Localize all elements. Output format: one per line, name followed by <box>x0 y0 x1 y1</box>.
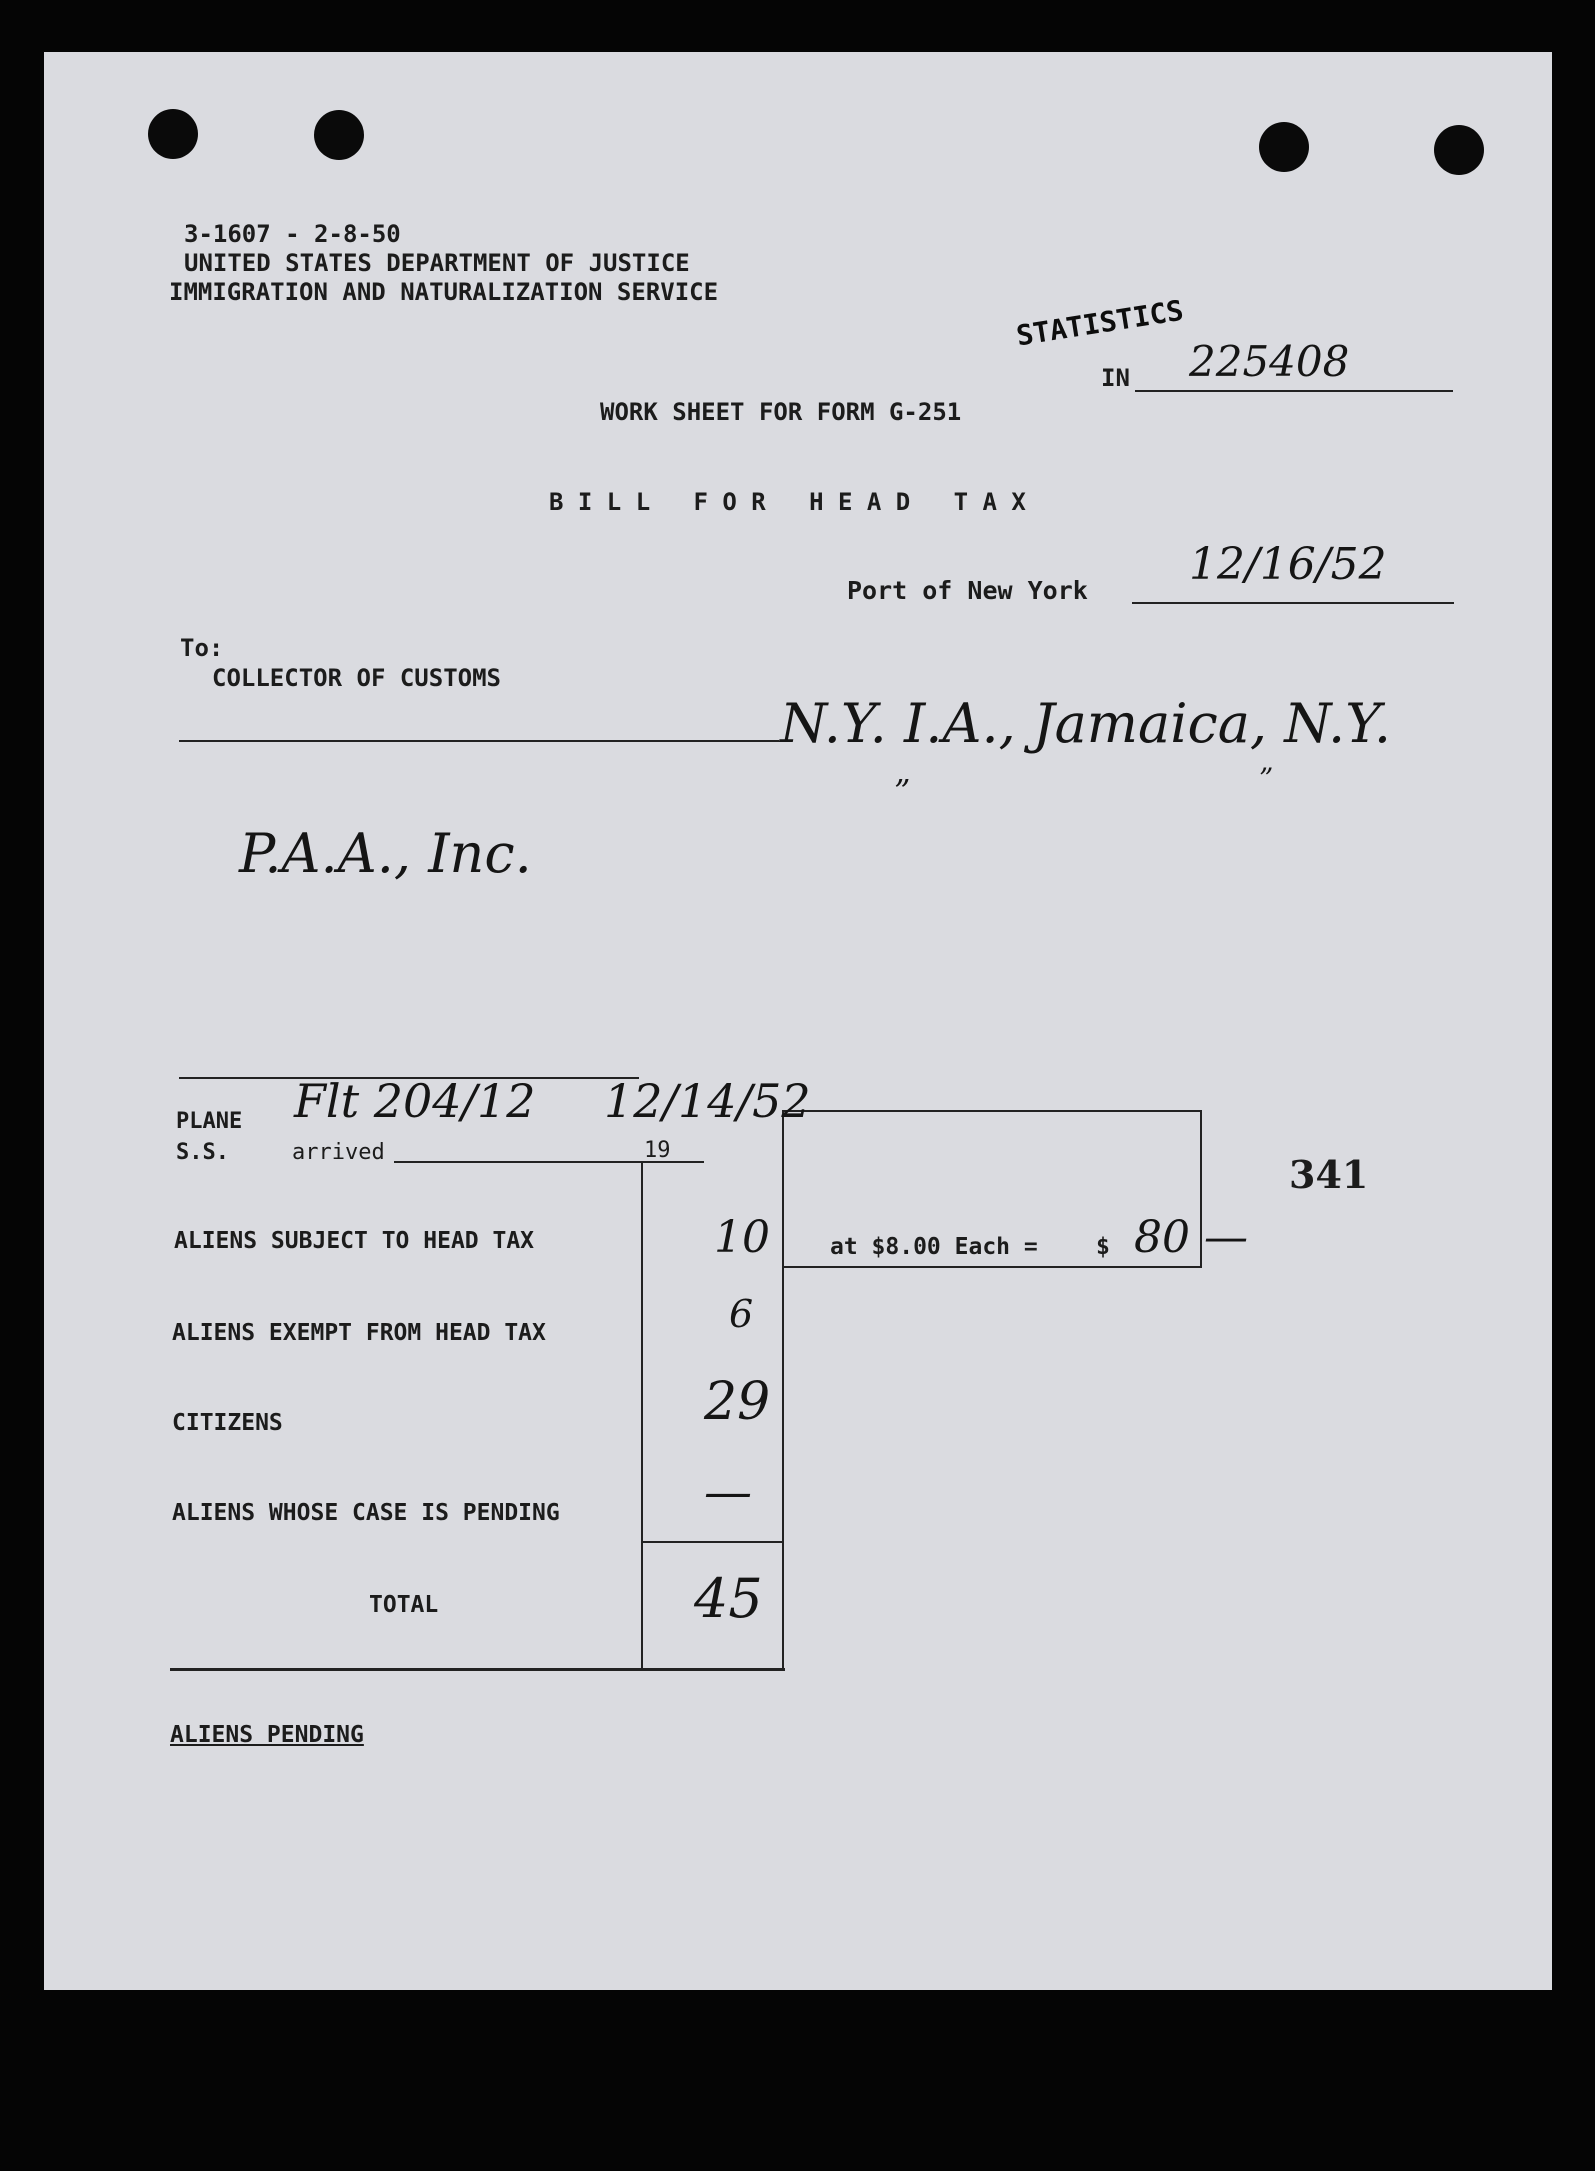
total-value: 45 <box>694 1567 763 1630</box>
punch-hole <box>314 110 364 160</box>
port-date: 12/16/52 <box>1189 539 1387 590</box>
in-label: IN <box>1101 364 1130 392</box>
handwritten-company: P.A.A., Inc. <box>239 822 532 885</box>
port-label: Port of New York <box>847 576 1088 605</box>
row-value-citizens: 29 <box>704 1372 771 1432</box>
punch-hole <box>148 109 198 159</box>
arrived-label: arrived <box>292 1140 385 1165</box>
rate-box-bottom <box>782 1266 1202 1268</box>
count-column-right <box>782 1112 784 1670</box>
department-name: UNITED STATES DEPARTMENT OF JUSTICE <box>184 249 690 277</box>
document-sheet <box>44 52 1552 1990</box>
collector-label: COLLECTOR OF CUSTOMS <box>212 664 501 692</box>
punch-hole <box>1259 122 1309 172</box>
row-label-subject: ALIENS SUBJECT TO HEAD TAX <box>174 1228 535 1254</box>
page-number: 341 <box>1289 1152 1369 1197</box>
bill-title: B I L L F O R H E A D T A X <box>549 488 1026 516</box>
year-prefix: 19 <box>644 1138 671 1163</box>
punch-hole <box>1434 125 1484 175</box>
table-bottom-line <box>170 1668 785 1671</box>
form-code: 3-1607 - 2-8-50 <box>184 220 401 248</box>
port-date-underline <box>1132 602 1454 604</box>
addressee-line <box>179 740 779 742</box>
statistics-stamp: STATISTICS <box>1014 293 1186 353</box>
total-label: TOTAL <box>369 1592 439 1618</box>
aliens-pending-label: ALIENS PENDING <box>170 1722 364 1748</box>
worksheet-title: WORK SHEET FOR FORM G-251 <box>600 398 962 426</box>
row-value-exempt: 6 <box>729 1292 754 1336</box>
row-label-pending: ALIENS WHOSE CASE IS PENDING <box>172 1500 560 1526</box>
service-name: IMMIGRATION AND NATURALIZATION SERVICE <box>169 278 719 306</box>
to-label: To: <box>180 634 224 662</box>
rate-box-top <box>782 1110 1202 1112</box>
ditto-mark: ” <box>894 772 911 810</box>
plane-label: PLANE <box>176 1109 243 1134</box>
dollar-sign: $ <box>1096 1234 1110 1260</box>
in-number: 225408 <box>1189 337 1350 386</box>
total-divider <box>641 1541 784 1543</box>
rate-text: at $8.00 Each = <box>830 1234 1038 1260</box>
row-label-citizens: CITIZENS <box>172 1410 283 1436</box>
tax-amount: 80 — <box>1134 1212 1248 1263</box>
arrival-date: 12/14/52 <box>604 1074 811 1128</box>
in-number-underline <box>1135 390 1453 392</box>
ditto-mark: ” <box>1259 762 1274 795</box>
row-label-exempt: ALIENS EXEMPT FROM HEAD TAX <box>172 1320 546 1346</box>
flight-number: Flt 204/12 <box>294 1074 536 1128</box>
handwritten-location: N.Y. I.A., Jamaica, N.Y. <box>780 692 1392 755</box>
row-value-subject: 10 <box>714 1212 770 1263</box>
ss-label: S.S. <box>176 1140 229 1165</box>
count-column-left <box>641 1163 643 1670</box>
row-value-pending: — <box>704 1464 752 1520</box>
